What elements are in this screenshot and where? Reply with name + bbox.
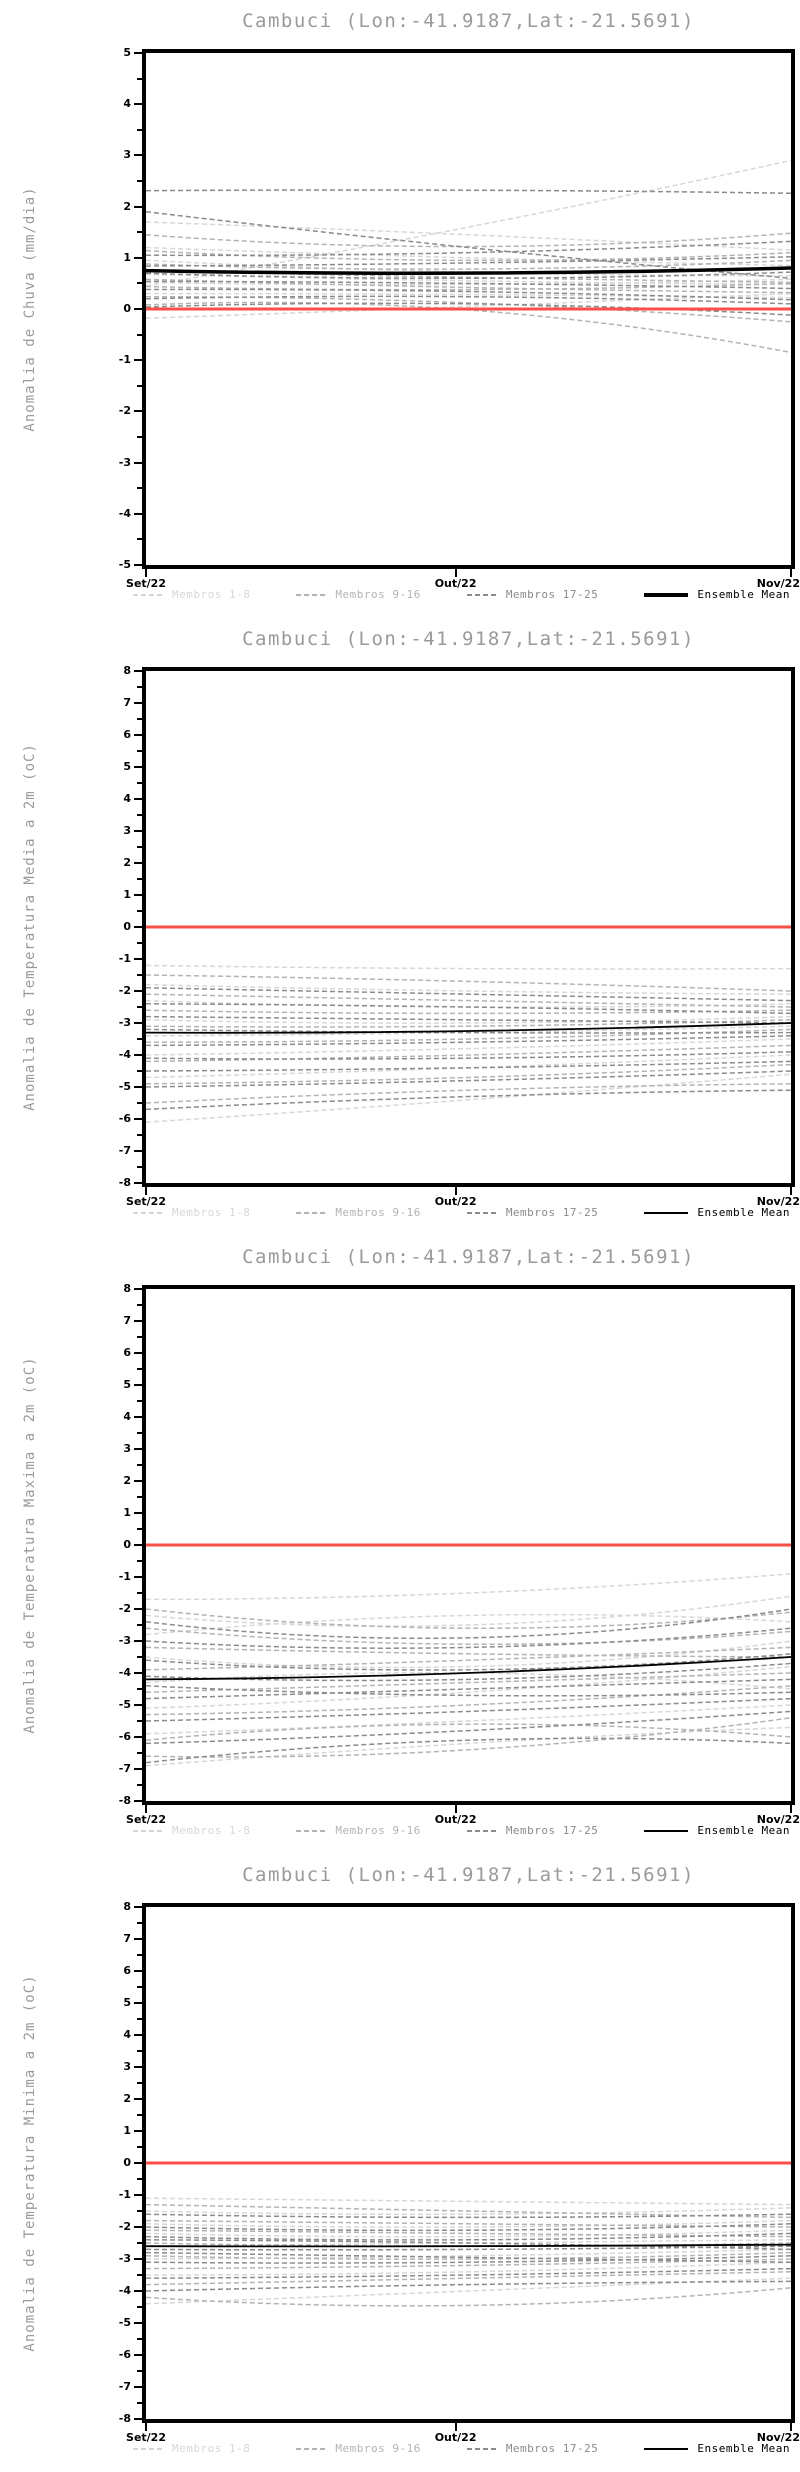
y-minor-tick — [137, 487, 142, 489]
x-tick-label: Out/22 — [434, 1195, 477, 1208]
y-major-tick — [134, 1736, 142, 1738]
x-tick — [145, 569, 147, 577]
y-major-tick — [134, 734, 142, 736]
y-major-tick — [134, 2002, 142, 2004]
legend-item-members-9-16 — [296, 588, 420, 601]
y-major-tick — [134, 308, 142, 310]
x-tick — [455, 569, 457, 577]
y-minor-tick — [137, 231, 142, 233]
y-tick-label: -8 — [118, 2412, 131, 2425]
legend — [133, 1206, 790, 1219]
dashed-line-swatch — [467, 1830, 497, 1832]
y-tick-label: 7 — [123, 1932, 131, 1945]
y-minor-tick — [137, 1784, 142, 1786]
y-tick-label: -7 — [118, 2380, 131, 2393]
y-minor-tick — [137, 1432, 142, 1434]
chart-title: Cambuci (Lon:-41.9187,Lat:-21.5691) — [242, 10, 695, 32]
y-tick-label: 1 — [123, 2124, 131, 2137]
y-tick-label: -3 — [118, 455, 131, 469]
y-minor-tick — [137, 282, 142, 284]
y-tick-label: 3 — [123, 824, 131, 837]
y-major-tick — [134, 2066, 142, 2068]
y-minor-tick — [137, 538, 142, 540]
y-axis-label: Anomalia de Temperatura Maxima a 2m (oC) — [22, 1356, 38, 1734]
y-major-tick — [134, 766, 142, 768]
y-minor-tick — [137, 846, 142, 848]
y-major-tick — [134, 206, 142, 208]
y-tick-label: -5 — [118, 558, 131, 571]
y-minor-tick — [137, 1368, 142, 1370]
y-minor-tick — [137, 2402, 142, 2404]
y-major-tick — [134, 2418, 142, 2420]
y-minor-tick — [137, 2242, 142, 2244]
y-major-tick — [134, 1352, 142, 1354]
y-tick-label: -6 — [118, 1112, 131, 1125]
y-minor-tick — [137, 1752, 142, 1754]
chart-title: Cambuci (Lon:-41.9187,Lat:-21.5691) — [242, 628, 695, 650]
y-minor-tick — [137, 1006, 142, 1008]
plot-area — [142, 49, 795, 569]
member-line — [146, 1036, 791, 1046]
y-minor-tick — [137, 1954, 142, 1956]
chart-title: Cambuci (Lon:-41.9187,Lat:-21.5691) — [242, 1864, 695, 1886]
x-tick-label: Set/22 — [126, 577, 166, 590]
y-minor-tick — [137, 2178, 142, 2180]
member-line — [146, 1596, 791, 1626]
y-tick-label: 6 — [123, 1964, 131, 1977]
dashed-line-swatch — [296, 1830, 326, 1832]
member-line — [146, 1724, 791, 1740]
y-tick-label: 1 — [123, 888, 131, 901]
y-major-tick — [134, 1054, 142, 1056]
y-minor-tick — [137, 1070, 142, 1072]
legend-item-members-9-16 — [296, 2442, 420, 2455]
y-minor-tick — [137, 180, 142, 182]
legend-item-members-17-25 — [467, 588, 599, 601]
y-major-tick — [134, 862, 142, 864]
y-tick-label: 8 — [123, 664, 131, 677]
y-major-tick — [134, 830, 142, 832]
y-minor-tick — [137, 78, 142, 80]
y-minor-tick — [137, 1038, 142, 1040]
dashed-line-swatch — [467, 594, 497, 596]
y-major-tick — [134, 513, 142, 515]
y-tick-label: 0 — [123, 302, 131, 315]
y-major-tick — [134, 1672, 142, 1674]
legend-label: Membros 17-25 — [505, 588, 599, 601]
y-tick-label: -7 — [118, 1144, 131, 1157]
x-tick-label: Nov/22 — [756, 577, 800, 590]
y-tick-label: 1 — [123, 250, 131, 264]
chart-canvas — [146, 1907, 791, 2419]
y-major-tick — [134, 1086, 142, 1088]
y-tick-label: -1 — [118, 2188, 131, 2201]
y-major-tick — [134, 1906, 142, 1908]
y-tick-label: 2 — [123, 199, 131, 213]
x-tick — [790, 1805, 792, 1813]
y-minor-tick — [137, 2338, 142, 2340]
y-minor-tick — [137, 2370, 142, 2372]
x-tick — [455, 2423, 457, 2431]
y-minor-tick — [137, 1336, 142, 1338]
y-tick-label: -3 — [118, 1016, 131, 1029]
legend-item-members-17-25 — [467, 1206, 599, 1219]
legend-label: Ensemble Mean — [697, 588, 790, 601]
y-major-tick — [134, 2290, 142, 2292]
y-tick-label: 6 — [123, 728, 131, 741]
y-minor-tick — [137, 1592, 142, 1594]
y-minor-tick — [137, 1102, 142, 1104]
y-major-tick — [134, 1150, 142, 1152]
y-axis-label: Anomalia de Temperatura Minima a 2m (oC) — [22, 1974, 38, 2352]
y-major-tick — [134, 103, 142, 105]
x-tick — [455, 1805, 457, 1813]
member-line — [146, 1711, 791, 1743]
y-minor-tick — [137, 782, 142, 784]
y-minor-tick — [137, 910, 142, 912]
y-major-tick — [134, 1384, 142, 1386]
y-major-tick — [134, 1970, 142, 1972]
legend-label: Membros 9-16 — [335, 1824, 421, 1837]
legend-label: Membros 1-8 — [172, 2442, 251, 2455]
member-line — [146, 241, 791, 255]
y-minor-tick — [137, 2018, 142, 2020]
y-tick-label: 3 — [123, 2060, 131, 2073]
y-major-tick — [134, 1022, 142, 1024]
plot-area — [142, 1903, 795, 2423]
legend-label: Membros 17-25 — [505, 1206, 599, 1219]
x-tick-label: Set/22 — [126, 2431, 166, 2444]
y-minor-tick — [137, 2306, 142, 2308]
y-major-tick — [134, 52, 142, 54]
y-minor-tick — [137, 1656, 142, 1658]
y-minor-tick — [137, 2146, 142, 2148]
y-minor-tick — [137, 1922, 142, 1924]
legend-label: Membros 9-16 — [335, 2442, 421, 2455]
y-major-tick — [134, 257, 142, 259]
x-tick — [145, 2423, 147, 2431]
y-major-tick — [134, 154, 142, 156]
legend-label: Ensemble Mean — [697, 1206, 790, 1219]
y-tick-label: -7 — [118, 1762, 131, 1775]
y-minor-tick — [137, 1528, 142, 1530]
x-tick — [455, 1187, 457, 1195]
dashed-line-swatch — [467, 2448, 497, 2450]
y-tick-label: 4 — [123, 97, 131, 111]
dashed-line-swatch — [133, 1212, 163, 1214]
y-tick-label: -8 — [118, 1794, 131, 1807]
member-line — [146, 1686, 791, 1696]
member-line — [146, 190, 791, 193]
y-tick-label: -6 — [118, 1730, 131, 1743]
y-major-tick — [134, 2226, 142, 2228]
dashed-line-swatch — [296, 594, 326, 596]
y-minor-tick — [137, 129, 142, 131]
legend-label: Ensemble Mean — [697, 2442, 790, 2455]
y-major-tick — [134, 670, 142, 672]
y-minor-tick — [137, 2210, 142, 2212]
y-minor-tick — [137, 1304, 142, 1306]
y-tick-label: 0 — [123, 2156, 131, 2169]
legend-label: Membros 1-8 — [172, 1824, 251, 1837]
legend-item-members-9-16 — [296, 1824, 420, 1837]
y-tick-label: 8 — [123, 1282, 131, 1295]
y-major-tick — [134, 2322, 142, 2324]
y-major-tick — [134, 410, 142, 412]
rain-anomaly-chart — [0, 0, 800, 618]
legend-item-members-1-8 — [133, 588, 250, 601]
legend-item-members-1-8 — [133, 2442, 250, 2455]
y-minor-tick — [137, 1166, 142, 1168]
y-major-tick — [134, 1640, 142, 1642]
chart-canvas — [146, 1289, 791, 1801]
y-minor-tick — [137, 1464, 142, 1466]
y-minor-tick — [137, 1624, 142, 1626]
y-major-tick — [134, 1118, 142, 1120]
y-major-tick — [134, 1288, 142, 1290]
mean-temperature-anomaly-chart — [0, 618, 800, 1236]
x-tick-label: Out/22 — [434, 577, 477, 590]
y-tick-label: -4 — [118, 2284, 131, 2297]
y-tick-label: -2 — [118, 984, 131, 997]
legend-label: Membros 17-25 — [505, 2442, 599, 2455]
y-minor-tick — [137, 1134, 142, 1136]
solid-line-swatch — [644, 1212, 688, 1214]
legend — [133, 588, 790, 601]
x-tick-label: Set/22 — [126, 1813, 166, 1826]
y-tick-label: -3 — [118, 2252, 131, 2265]
y-minor-tick — [137, 2114, 142, 2116]
y-minor-tick — [137, 750, 142, 752]
plot-area — [142, 1285, 795, 1805]
legend-label: Membros 1-8 — [172, 588, 251, 601]
y-major-tick — [134, 2386, 142, 2388]
y-tick-label: 5 — [123, 760, 131, 773]
x-tick-label: Out/22 — [434, 2431, 477, 2444]
max-temperature-anomaly-chart — [0, 1236, 800, 1854]
y-major-tick — [134, 1800, 142, 1802]
plot-area — [142, 667, 795, 1187]
chart-title: Cambuci (Lon:-41.9187,Lat:-21.5691) — [242, 1246, 695, 1268]
legend-label: Membros 9-16 — [335, 1206, 421, 1219]
legend-item-members-17-25 — [467, 2442, 599, 2455]
y-major-tick — [134, 1416, 142, 1418]
y-tick-label: -2 — [118, 2220, 131, 2233]
y-tick-label: 8 — [123, 1900, 131, 1913]
y-major-tick — [134, 1320, 142, 1322]
y-minor-tick — [137, 2274, 142, 2276]
legend-item-members-1-8 — [133, 1206, 250, 1219]
y-minor-tick — [137, 334, 142, 336]
y-tick-label: 7 — [123, 1314, 131, 1327]
y-tick-label: 6 — [123, 1346, 131, 1359]
y-major-tick — [134, 2194, 142, 2196]
y-minor-tick — [137, 1986, 142, 1988]
y-minor-tick — [137, 942, 142, 944]
y-major-tick — [134, 462, 142, 464]
dashed-line-swatch — [133, 1830, 163, 1832]
legend-item-ensemble-mean — [644, 2442, 790, 2455]
member-line — [146, 1574, 791, 1600]
y-tick-label: 5 — [123, 46, 131, 59]
y-major-tick — [134, 2354, 142, 2356]
y-major-tick — [134, 1182, 142, 1184]
solid-line-swatch — [644, 2448, 688, 2450]
x-tick — [790, 569, 792, 577]
dashed-line-swatch — [133, 594, 163, 596]
dashed-line-swatch — [296, 2448, 326, 2450]
solid-line-swatch — [644, 1830, 688, 1832]
x-tick-label: Nov/22 — [756, 2431, 800, 2444]
x-tick — [145, 1805, 147, 1813]
dashed-line-swatch — [133, 2448, 163, 2450]
y-major-tick — [134, 1448, 142, 1450]
y-tick-label: 0 — [123, 920, 131, 933]
y-minor-tick — [137, 1496, 142, 1498]
y-tick-label: -6 — [118, 2348, 131, 2361]
y-minor-tick — [137, 2082, 142, 2084]
x-tick — [145, 1187, 147, 1195]
y-tick-label: -5 — [118, 1080, 131, 1093]
legend-item-ensemble-mean — [644, 1824, 790, 1837]
y-tick-label: -5 — [118, 1698, 131, 1711]
y-major-tick — [134, 1768, 142, 1770]
legend-item-ensemble-mean — [644, 588, 790, 601]
y-major-tick — [134, 359, 142, 361]
y-tick-label: 2 — [123, 856, 131, 869]
y-minor-tick — [137, 436, 142, 438]
x-tick-label: Nov/22 — [756, 1813, 800, 1826]
y-minor-tick — [137, 974, 142, 976]
y-major-tick — [134, 702, 142, 704]
y-minor-tick — [137, 1560, 142, 1562]
y-tick-label: 2 — [123, 2092, 131, 2105]
y-minor-tick — [137, 718, 142, 720]
dashed-line-swatch — [467, 1212, 497, 1214]
y-tick-label: 4 — [123, 792, 131, 805]
y-major-tick — [134, 2162, 142, 2164]
y-minor-tick — [137, 1400, 142, 1402]
legend-label: Membros 1-8 — [172, 1206, 251, 1219]
chart-canvas — [146, 53, 791, 565]
x-tick-label: Set/22 — [126, 1195, 166, 1208]
y-minor-tick — [137, 878, 142, 880]
legend-item-ensemble-mean — [644, 1206, 790, 1219]
y-tick-label: -2 — [118, 404, 131, 418]
member-line — [146, 975, 791, 991]
y-major-tick — [134, 2258, 142, 2260]
y-major-tick — [134, 926, 142, 928]
legend-item-members-17-25 — [467, 1824, 599, 1837]
y-major-tick — [134, 1704, 142, 1706]
y-axis-label: Anomalia de Temperatura Media a 2m (oC) — [22, 743, 38, 1111]
y-major-tick — [134, 1480, 142, 1482]
y-tick-label: -4 — [118, 1048, 131, 1061]
y-tick-label: 3 — [123, 148, 131, 162]
y-axis-label: Anomalia de Chuva (mm/dia) — [22, 186, 38, 432]
legend-item-members-9-16 — [296, 1206, 420, 1219]
x-tick-label: Out/22 — [434, 1813, 477, 1826]
y-tick-label: 5 — [123, 1378, 131, 1391]
y-tick-label: -5 — [118, 2316, 131, 2329]
y-major-tick — [134, 2098, 142, 2100]
y-tick-label: 4 — [123, 2028, 131, 2041]
member-line — [146, 965, 791, 969]
solid-line-swatch — [644, 593, 688, 597]
y-minor-tick — [137, 1720, 142, 1722]
y-tick-label: 7 — [123, 696, 131, 709]
y-minor-tick — [137, 2050, 142, 2052]
y-tick-label: -8 — [118, 1176, 131, 1189]
y-tick-label: -4 — [118, 506, 131, 520]
legend-label: Membros 9-16 — [335, 588, 421, 601]
chart-canvas — [146, 671, 791, 1183]
y-major-tick — [134, 1512, 142, 1514]
legend-label: Ensemble Mean — [697, 1824, 790, 1837]
y-tick-label: 3 — [123, 1442, 131, 1455]
y-tick-label: 2 — [123, 1474, 131, 1487]
min-temperature-anomaly-chart — [0, 1854, 800, 2472]
y-minor-tick — [137, 686, 142, 688]
y-minor-tick — [137, 814, 142, 816]
legend — [133, 1824, 790, 1837]
y-major-tick — [134, 1544, 142, 1546]
member-line — [146, 1727, 791, 1765]
legend-item-members-1-8 — [133, 1824, 250, 1837]
y-tick-label: -4 — [118, 1666, 131, 1679]
y-tick-label: 4 — [123, 1410, 131, 1423]
y-major-tick — [134, 1938, 142, 1940]
y-tick-label: -1 — [118, 353, 131, 367]
y-tick-label: -1 — [118, 1570, 131, 1583]
y-major-tick — [134, 1576, 142, 1578]
y-tick-label: 0 — [123, 1538, 131, 1551]
x-tick — [790, 1187, 792, 1195]
y-major-tick — [134, 990, 142, 992]
y-major-tick — [134, 2130, 142, 2132]
y-major-tick — [134, 564, 142, 566]
y-major-tick — [134, 2034, 142, 2036]
member-line — [146, 2198, 791, 2204]
y-minor-tick — [137, 385, 142, 387]
y-tick-label: 1 — [123, 1506, 131, 1519]
y-tick-label: -3 — [118, 1634, 131, 1647]
y-major-tick — [134, 894, 142, 896]
x-tick-label: Nov/22 — [756, 1195, 800, 1208]
y-major-tick — [134, 1608, 142, 1610]
member-line — [146, 1609, 791, 1638]
legend — [133, 2442, 790, 2455]
y-tick-label: 5 — [123, 1996, 131, 2009]
y-major-tick — [134, 958, 142, 960]
dashed-line-swatch — [296, 1212, 326, 1214]
y-minor-tick — [137, 1688, 142, 1690]
y-tick-label: -2 — [118, 1602, 131, 1615]
x-tick — [790, 2423, 792, 2431]
y-tick-label: -1 — [118, 952, 131, 965]
legend-label: Membros 17-25 — [505, 1824, 599, 1837]
y-major-tick — [134, 798, 142, 800]
